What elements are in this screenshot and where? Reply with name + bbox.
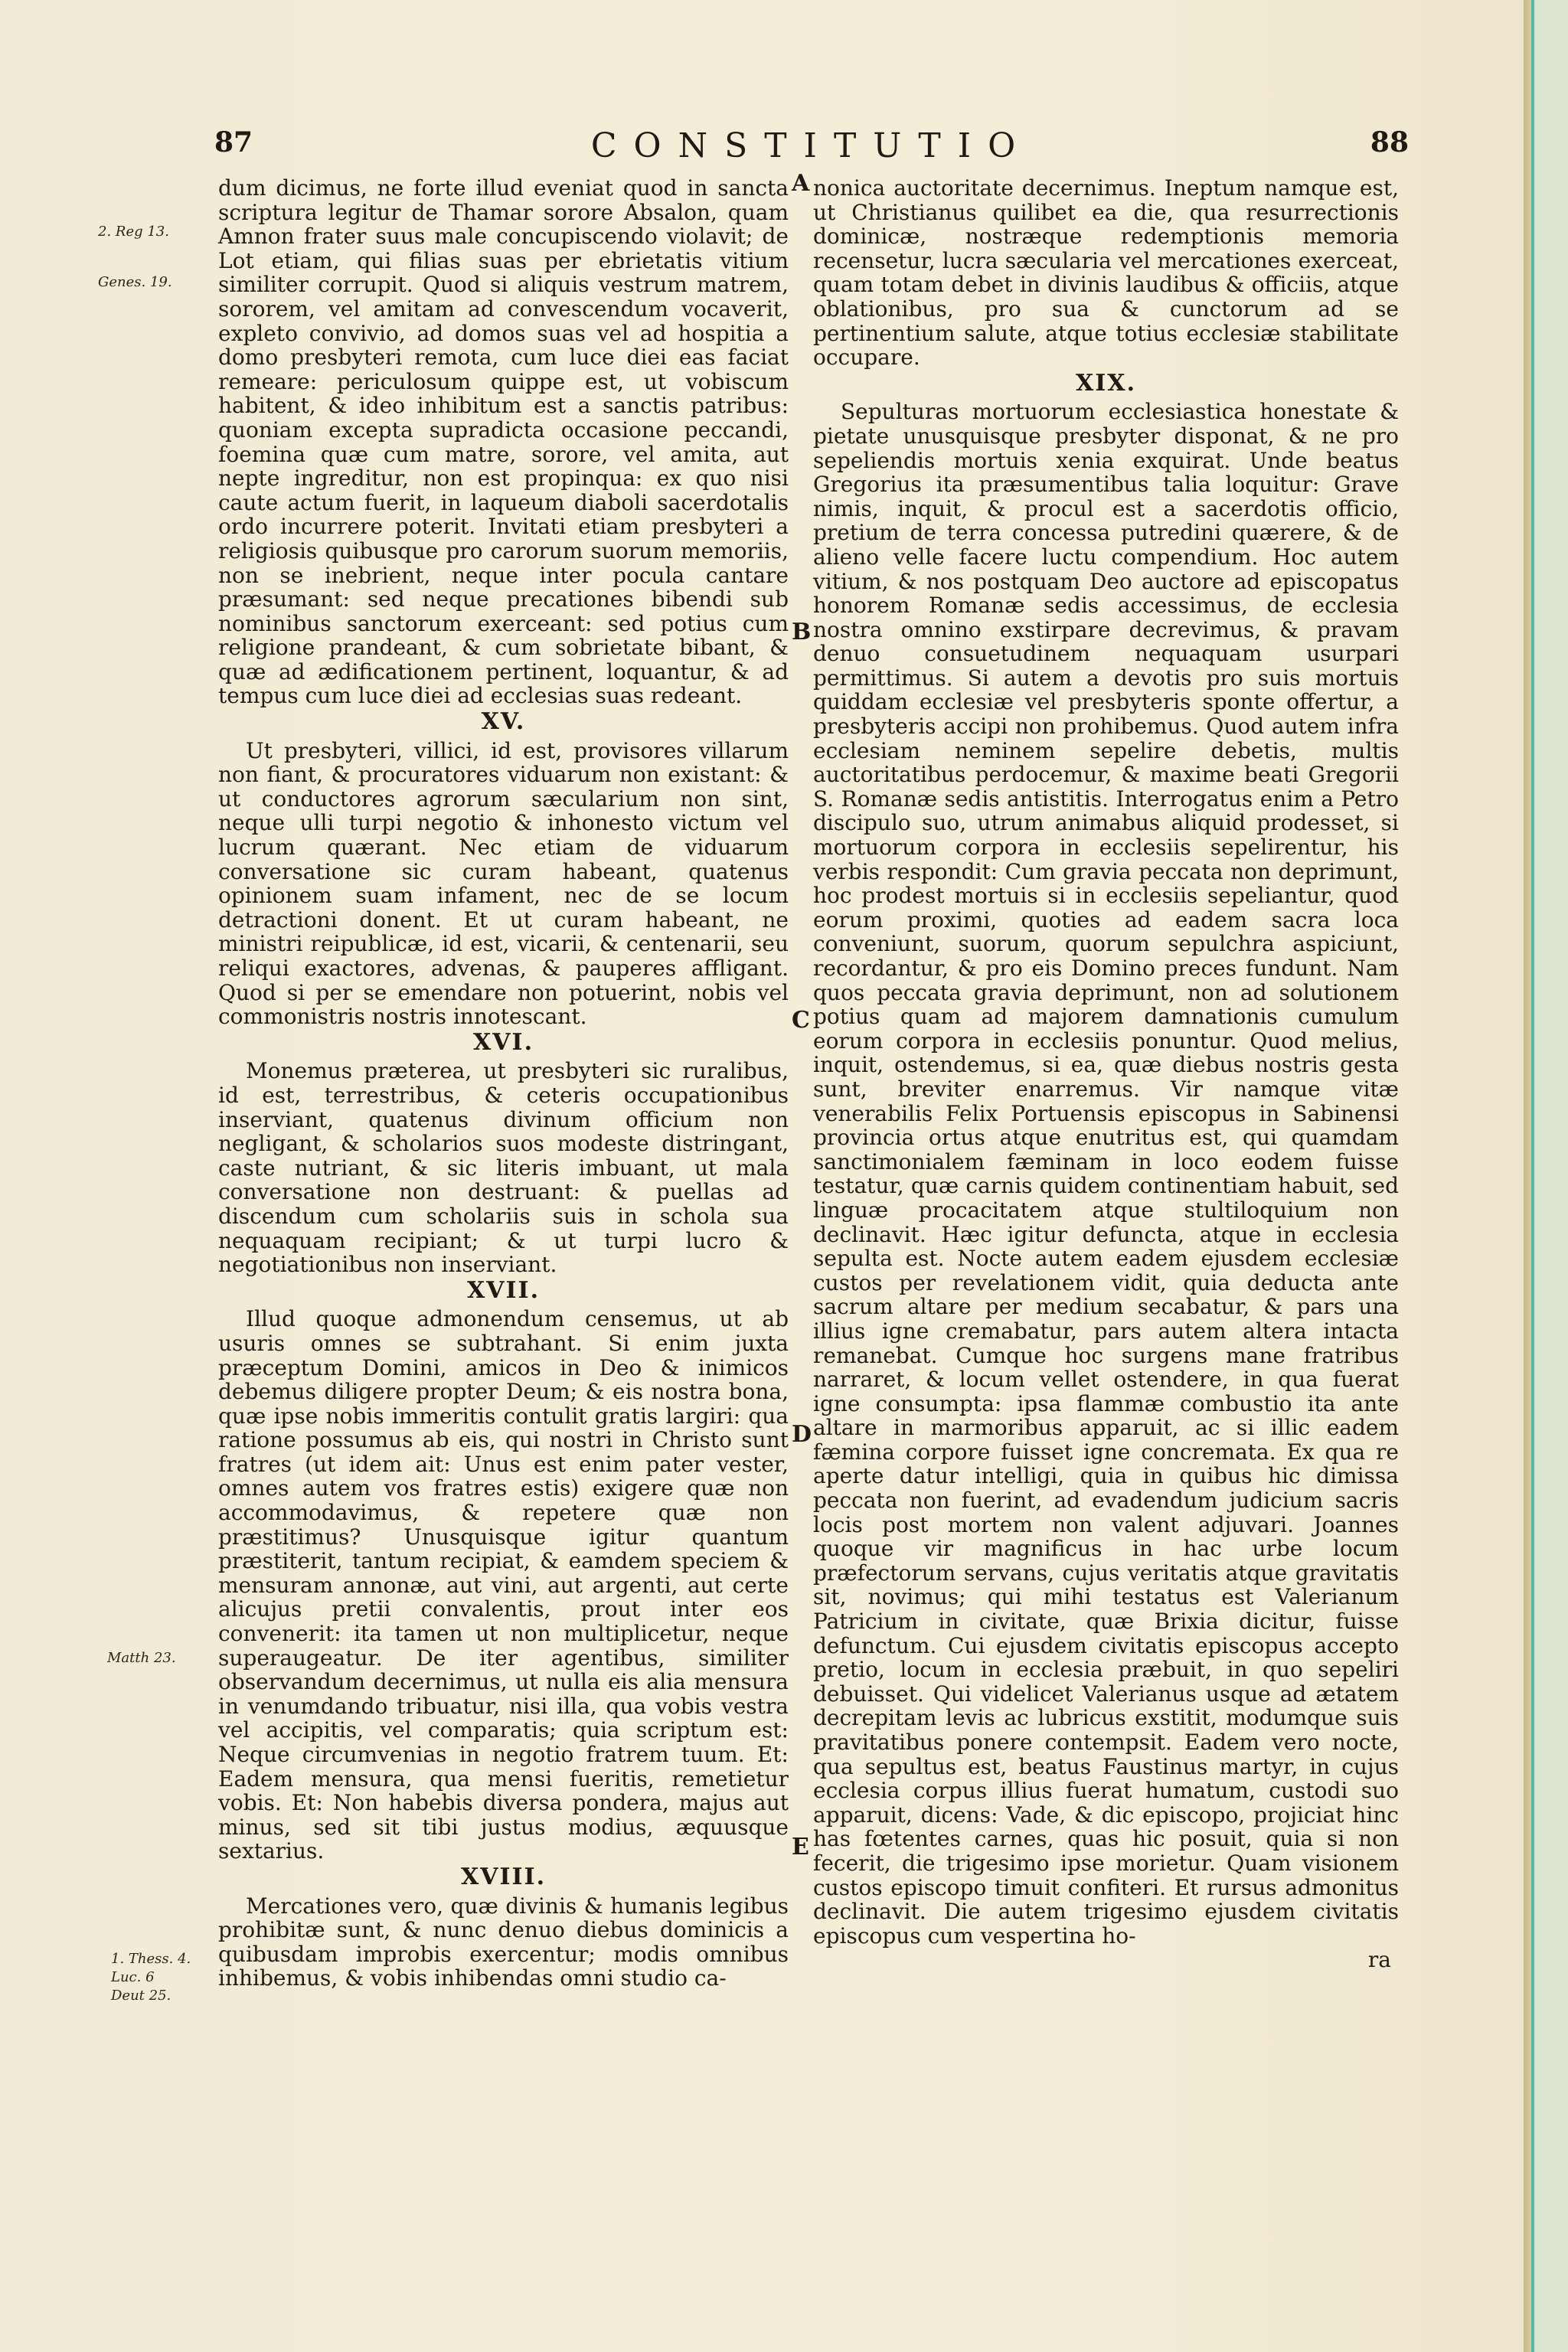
margin-reference: Deut 25. xyxy=(111,1988,172,2004)
page-number-left: 87 xyxy=(214,126,253,158)
left-column xyxy=(218,176,789,1991)
paragraph: Sepulturas mortuorum ecclesiastica honestate & pietate unusquisque presbyter disponat, & ne pro sepeliendis mortuis xenia exquirat. Unde beatus Gregorius ita præsumentibus talia loquitur: Grave nimis, inquit, & procul est a sacerdotis officio, pretium de terra concessa putredini quærere, & de alieno velle facere luctu compendium. Hoc autem vitium, & nos postquam Deo auctore ad episcopatus honorem Romanæ sedis accessimus, de ecclesia nostra omnino exstirpare decrevimus, & pravam denuo consuetudinem nequaquam usurpari permittimus. Si autem a devotis pro suis mortuis quiddam ecclesiæ vel presbyteris sponte offertur, a presbyteris accipi non prohibemus. Quod autem infra ecclesiam neminem sepelire debetis, multis auctoritatibus perdocemur, & maxime beati Gregorii S. Romanæ sedis antistitis. Interrogatus enim a Petro discipulo suo, utrum animabus aliquid prodesset, si mortuorum corpora in ecclesiis sepelirentur, his verbis respondit: Cum gravia peccata non deprimunt, hoc prodest mortuis si in ecclesiis sepeliantur, quod eorum proximi, quoties ad eadem sacra loca conveniunt, suorum, quorum sepulchra aspiciunt, recordantur, & pro eis Domino preces fundunt. Nam quos peccata gravia deprimunt, non ad solutionem potius quam ad majorem damnationis cumulum eorum corpora in ecclesiis ponuntur. Quod melius, inquit, ostendemus, si ea, quæ diebus nostris gesta sunt, breviter enarremus. Vir namque vitæ venerabilis Felix Portuensis episcopus in Sabinensi provincia ortus atque enutritus est, qui quamdam sanctimonialem fæminam in loco eodem fuisse testatur, quæ carnis quidem continentiam habuit, sed linguæ procacitatem atque stultiloquium non declinavit. Hæc igitur defuncta, atque in ecclesia sepulta est. Nocte autem eadem ejusdem ecclesiæ custos per revelationem vidit, quia deducta ante sacrum altare per medium secabatur, & pars una illius igne cremabatur, pars autem altera intacta remanebat. Cumque hoc surgens mane fratribus narraret, & locum vellet ostendere, in qua fuerat igne consumpta: ipsa flammæ combustio ita ante altare in marmoribus apparuit, ac si illic eadem fæmina corpore fuisset igne concremata. Ex qua re aperte datur intelligi, quia in quibus hic dimissa peccata non fuerint, ad evadendum judicium sacris locis post mortem non valent adjuvari. Joannes quoque vir magnificus in hac urbe locum præfectorum servans, cujus veritatis atque gravitatis sit, novimus; qui mihi testatus est Valerianum Patricium in civitate, quæ Brixia dicitur, fuisse defunctum. Cui ejusdem civitatis episcopus accepto pretio, locum in ecclesia præbuit, in quo sepeliri debuisset. Qui videlicet Valerianus usque ad ætatem decrepitam levis ac lubricus exstitit, modumque suis pravitatibus ponere contempsit. Eadem vero nocte, qua sepultus est, beatus Faustinus martyr, in cujus ecclesia corpus illius fuerat humatum, custodi suo apparuit, dicens: Vade, & dic episcopo, projiciat hinc has fœtentes carnes, quas hic posuit, quia si non fecerit, die trigesimo ipse morietur. Quam visionem custos episcopo timuit confiteri. Et rursus admonitus declinavit. Die autem trigesimo ejusdem civitatis episcopus cum vespertina ho- xyxy=(813,399,1399,1949)
chapter-heading-xvii: XVII. xyxy=(466,1276,541,1304)
paragraph: Monemus præterea, ut presbyteri sic ruralibus, id est, terrestribus, & ceteris occupationibus inserviant, quatenus divinum officium non negligant, & scholarios suos modeste distringant, caste nutriant, & sic literis imbuant, ut mala conversatione non destruant: & puellas ad discendum cum scholariis suis in schola sua nequaquam recipiant; & ut turpi lucro & negotiationibus non inserviant. xyxy=(218,1058,789,1278)
running-title: CONSTITUTIO xyxy=(590,126,1033,165)
chapter-heading-xv: XV. xyxy=(481,708,526,736)
facing-page-paper xyxy=(1534,0,1568,2352)
paragraph: dum dicimus, ne forte illud eveniat quod in sancta scriptura legitur de Thamar sorore Absalon, quam Amnon frater suus male concupiscendo violavit; de Lot etiam, qui filias suas per ebrietatis vitium similiter corrupit. Quod si aliquis vestrum matrem, sororem, vel amitam ad convescendum vocaverit, expleto convivio, ad domos suas vel ad hospitia a domo presbyteri remota, cum luce diei eas faciat remeare: periculosum quippe est, ut vobiscum habitent, & ideo inhibitum est a sanctis patribus: quoniam excepta supradicta occasione peccandi, foemina quæ cum matre, sorore, vel amita, aut nepte ingreditur, non est propinqua: ex quo nisi caute actum fuerit, in laqueum diaboli sacerdotalis ordo incurrere poterit. Invitati etiam presbyteri a religiosis quibusque pro carorum suorum memoriis, non se inebrient, neque inter pocula cantare præsumant: sed neque precationes bibendi sub nominibus sanctorum exerceant: sed potius cum religione prandeant, & cum sobrietate bibant, & quæ ad ædificationem pertinent, loquantur, & ad tempus cum luce diei ad ecclesias suas redeant. xyxy=(218,175,789,709)
page-number-right: 88 xyxy=(1370,126,1409,158)
paragraph: nonica auctoritate decernimus. Ineptum namque est, ut Christianus quilibet ea die, qua resurrectionis dominicæ, nostræque redemptionis memoria recensetur, lucra sæcularia vel mercationes exerceat, quam totam debet in divinis laudibus & officiis, atque oblationibus, pro sua & cunctorum ad se pertinentium salute, atque totius ecclesiæ stabilitate occupare. xyxy=(813,175,1399,371)
margin-reference: 1. Thess. 4. xyxy=(111,1951,191,1967)
margin-reference: 2. Reg 13. xyxy=(98,224,169,240)
margin-reference: Genes. 19. xyxy=(98,274,172,290)
paragraph: Ut presbyteri, villici, id est, provisores villarum non fiant, & procuratores viduarum non existant: & ut conductores agrorum sæcularium non sint, neque ulli turpi negotio & inhonesto victum vel lucrum quærant. Nec etiam de viduarum conversatione sic curam habeant, quatenus opinionem suam infament, nec de se locum detractioni donent. Et ut curam habeant, ne ministri reipublicæ, id est, vicarii, & centenarii, seu reliqui exactores, advenas, & pauperes affligant. Quod si per se emendare non potuerint, nobis vel commonistris nostris innotescant. xyxy=(218,737,789,1030)
section-letter-c: C xyxy=(792,1007,810,1034)
paragraph: Mercationes vero, quæ divinis & humanis legibus prohibitæ sunt, & nunc denuo diebus dominicis a quibusdam improbis exercentur; modis omnibus inhibemus, & vobis inhibendas omni studio ca- xyxy=(218,1893,789,1991)
page-header xyxy=(214,126,1409,172)
chapter-heading-xvi: XVI. xyxy=(472,1028,534,1056)
right-column xyxy=(813,176,1399,1972)
section-letter-e: E xyxy=(792,1834,809,1860)
section-letter-a: A xyxy=(792,170,810,197)
section-letter-d: D xyxy=(792,1421,812,1448)
paragraph: Illud quoque admonendum censemus, ut ab usuris omnes se subtrahant. Si enim juxta præceptum Domini, amicos in Deo & inimicos debemus diligere propter Deum; & eis nostra bona, quæ ipse nobis immeritis contulit gratis largiri: qua ratione possumus ab eis, qui nostri in Christo sunt fratres (ut idem ait: Unus est enim pater vester, omnes autem vos fratres estis) exigere quæ non accommodavimus, & repetere quæ non præstitimus? Unusquisque igitur quantum præstiterit, tantum recipiat, & eamdem speciem & mensuram annonæ, aut vini, aut argenti, aut certe alicujus pretii convalentis, prout inter eos convenerit: ita tamen ut non multiplicetur, neque superaugeatur. De iter agentibus, similiter observandum decernimus, ut nulla eis alia mensura in venumdando tribuatur, nisi illa, qua vobis vestra vel accipitis, vel comparatis; quia scriptum est: Neque circumvenias in negotio fratrem tuum. Et: Eadem mensura, qua mensi fueritis, remetietur vobis. Et: Non habebis diversa pondera, majus aut minus, sed sit tibi justus modius, æquusque sextarius. xyxy=(218,1306,789,1864)
chapter-heading-xviii: XVIII. xyxy=(460,1863,547,1890)
margin-reference: Luc. 6 xyxy=(111,1969,155,1985)
margin-reference: Matth 23. xyxy=(107,1650,176,1666)
catchword: ra xyxy=(1367,1947,1391,1973)
section-letter-b: B xyxy=(792,619,812,645)
chapter-heading-xix: XIX. xyxy=(1075,369,1137,397)
